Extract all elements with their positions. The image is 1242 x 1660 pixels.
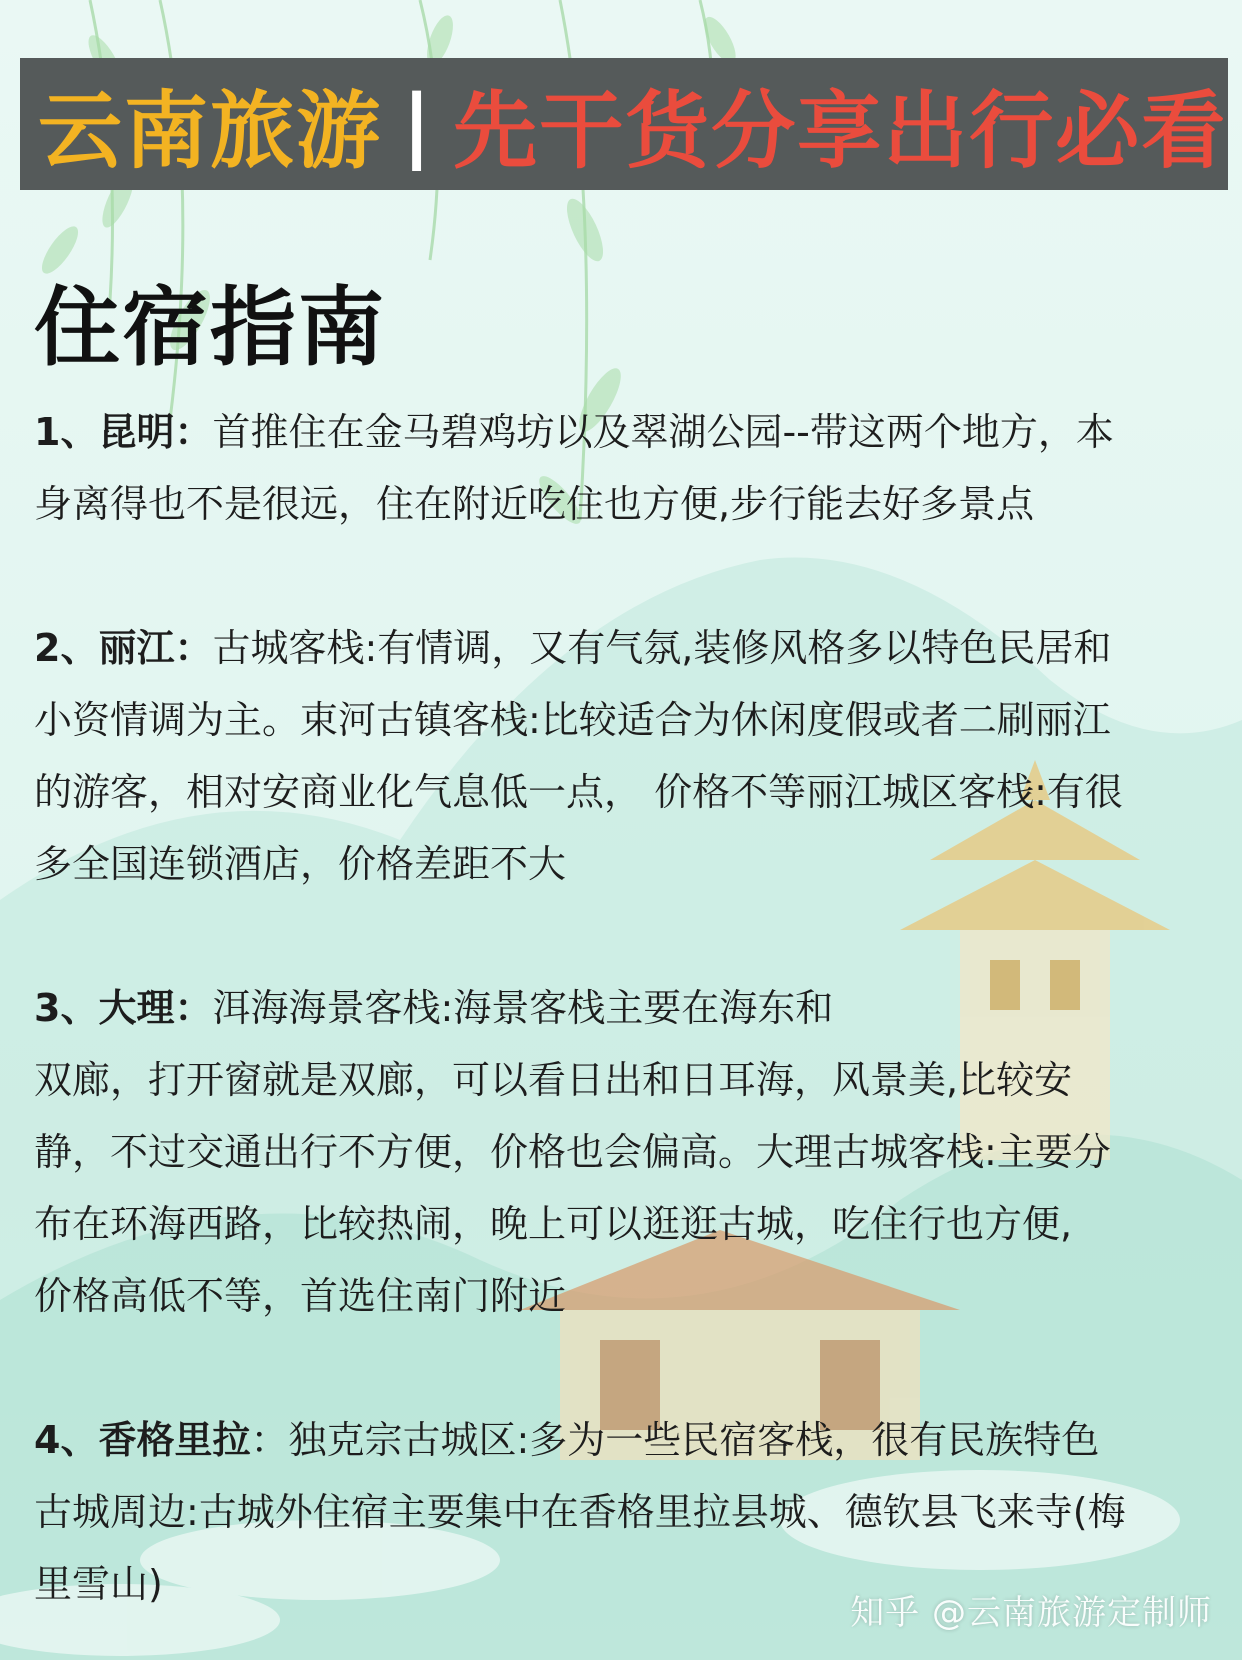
watermark: 知乎 @云南旅游定制师: [850, 1593, 1212, 1633]
entry-text: 古城周边:古城外住宿主要集中在香格里拉县城、德钦县飞来寺(梅: [34, 1490, 1126, 1534]
spacer: [34, 1332, 1214, 1404]
entry-lead: 2、丽江：: [34, 626, 213, 670]
banner-title-left: 云南旅游: [38, 81, 383, 180]
entry-text: 里雪山): [34, 1562, 163, 1606]
entry-text: 首推住在金马碧鸡坊以及翠湖公园--带这两个地方，本: [212, 410, 1114, 454]
entry-text: 双廊，打开窗就是双廊，可以看日出和日耳海，风景美,比较安: [34, 1058, 1073, 1102]
entry-lead: 4、香格里拉: [34, 1418, 251, 1462]
spacer: [34, 900, 1214, 972]
title-banner: [20, 58, 1228, 190]
entry-text: 静，不过交通出行不方便，价格也会偏高。大理古城客栈:主要分: [34, 1130, 1111, 1174]
entry-text: 多全国连锁酒店，价格差距不大: [34, 842, 567, 886]
entry-colon: ：: [250, 1418, 289, 1462]
entry-text: 古城客栈:有情调，又有气氛,装修风格多以特色民居和: [212, 626, 1112, 670]
section-title: 住宿指南: [34, 278, 386, 378]
entry-text: 小资情调为主。束河古镇客栈:比较适合为休闲度假或者二刷丽江: [34, 698, 1111, 742]
banner-separator: |: [402, 77, 434, 171]
entry-lead: 3、大理：: [34, 986, 213, 1030]
entry-dali: [34, 972, 1214, 1332]
entry-text: 布在环海西路，比较热闹，晚上可以逛逛古城，吃住行也方便,: [34, 1202, 1073, 1246]
entry-text: 独克宗古城区:多为一些民宿客栈，很有民族特色: [288, 1418, 1100, 1462]
entry-text: 价格高低不等，首选住南门附近: [34, 1274, 567, 1318]
entry-lead: 1、昆明：: [34, 410, 213, 454]
banner-title-right: 先干货分享出行必看: [453, 81, 1228, 180]
main-content: [34, 258, 1214, 1620]
spacer: [34, 540, 1214, 612]
entry-text: 身离得也不是很远，住在附近吃住也方便,步行能去好多景点: [34, 482, 1035, 526]
entry-text: 洱海海景客栈:海景客栈主要在海东和: [212, 986, 834, 1030]
entry-text: 的游客，相对安商业化气息低一点， 价格不等丽江城区客栈:有很: [34, 770, 1123, 814]
entry-kunming: [34, 396, 1214, 540]
entry-lijiang: [34, 612, 1214, 900]
